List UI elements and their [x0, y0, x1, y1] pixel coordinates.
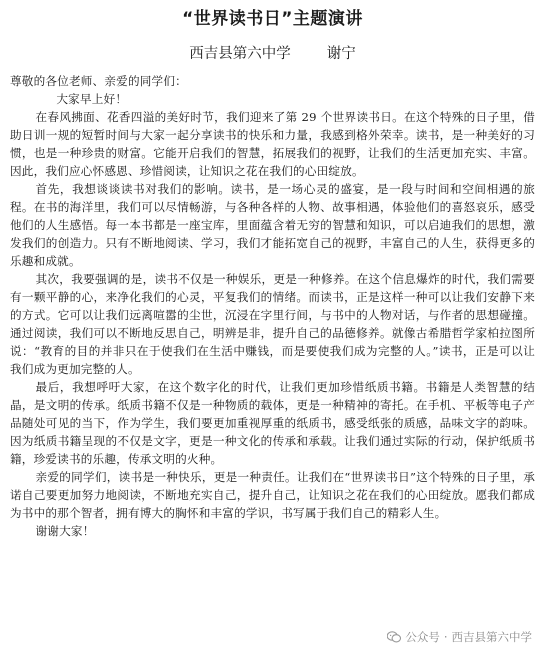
speech-body: [10, 72, 535, 540]
byline: [0, 44, 545, 64]
author-name: 谢宁: [326, 46, 356, 62]
paragraph: 最后，我想呼吁大家，在这个数字化的时代，让我们更加珍惜纸质书籍。书籍是人类智慧的结晶，是文明的传承。纸质书籍不仅是一种物质的载体，更是一种精神的寄托。在手机、平板等电子产品随处可见的当下，作为学生，我们要更加重视厚重的纸质书，感受纸张的质感，品味文字的韵味。因为纸质书籍呈现的不仅是文字，更是一种文化的传承和承载。让我们通过实际的行动，保护纸质书籍，珍爱读书的乐趣，传承文明的火种。: [10, 380, 535, 466]
greeting: 大家早上好！: [56, 92, 128, 106]
document-title: “世界读书日”主题演讲: [182, 9, 363, 29]
closing: 谢谢大家！: [35, 524, 95, 538]
watermark-separator: ·: [443, 630, 448, 644]
wechat-watermark: [384, 628, 535, 646]
watermark-prefix: 公众号: [405, 630, 440, 644]
paragraph: 首先，我想谈谈读书对我们的影响。读书，是一场心灵的盛宴，是一段与时间和空间相遇的旅程。在书的海洋里，我们可以尽情畅游，与各种各样的人物、故事相遇，体验他们的喜怒哀乐，感受他们的人生感悟。每一本书都是一座宝库，里面蕴含着无穷的智慧和知识，可以启迪我们的思想，激发我们的创造力。只有不断地阅读、学习，我们才能拓宽自己的视野，丰富自己的人生，获得更多的乐趣和成就。: [10, 182, 535, 268]
paragraph: 其次，我要强调的是，读书不仅是一种娱乐，更是一种修养。在这个信息爆炸的时代，我们需要有一颗平静的心，来净化我们的心灵，平复我们的情绪。而读书，正是这样一种可以让我们安静下来的方式。它可以让我们远离喧嚣的尘世，沉浸在字里行间，与书中的人物对话，与作者的思想碰撞。通过阅读，我们可以不断地反思自己，明辨是非，提升自己的品德修养。就像古希腊哲学家柏拉图所说：“教育的目的并非只在于使我们在生活中赚钱，而是要使我们成为完整的人。”读书，正是可以让我们成为更加完整的人。: [10, 272, 535, 376]
paragraph: 亲爱的同学们，读书是一种快乐，更是一种责任。让我们在“世界读书日”这个特殊的日子里，承诺自己要更加努力地阅读，不断地充实自己，提升自己，让知识之花在我们的心田绽放。愿我们都成为书中的那个智者，拥有博大的胸怀和丰富的学识，书写属于我们自己的精彩人生。: [10, 470, 535, 520]
salutation: 尊敬的各位老师、亲爱的同学们：: [10, 74, 187, 88]
wechat-icon: [387, 631, 401, 643]
paragraph: 在春风拂面、花香四溢的美好时节，我们迎来了第 29 个世界读书日。在这个特殊的日子里，借助日训一规的短暂时间与大家一起分享读书的快乐和力量，我感到格外荣幸。读书，是一种美好的习惯，也是一种珍贵的财富。它能开启我们的智慧，拓展我们的视野，让我们的生活更加充实、丰富。因此，我们应心怀感恩、珍惜阅读，让知识之花在我们的心田绽放。: [10, 110, 535, 178]
school-name: 西吉县第六中学: [189, 46, 291, 62]
watermark-account: 西吉县第六中学: [451, 630, 532, 644]
